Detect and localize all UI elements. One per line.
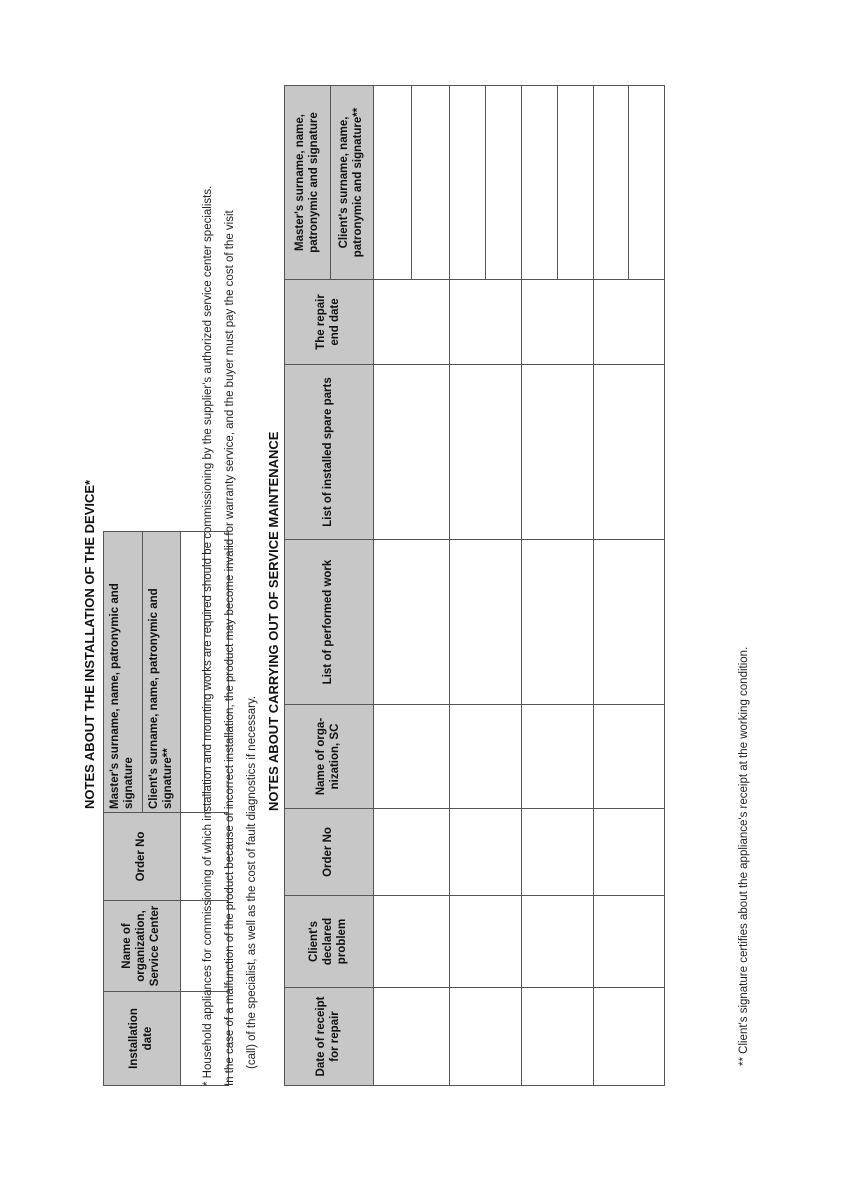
service-cell[interactable]	[374, 705, 450, 809]
install-note-line1: * Household appliances for commissioning of which installation and mounting works are required should be commissioning by the supplier's authorized service center specialists.	[202, 185, 214, 1086]
service-cell[interactable]	[450, 280, 522, 365]
installation-date-header: Installation date	[104, 992, 181, 1086]
service-cell[interactable]	[522, 540, 594, 705]
service-cell[interactable]	[374, 540, 450, 705]
service-cell[interactable]	[522, 809, 594, 896]
service-client-header: Client's surname, name, patronymic and signature**	[331, 86, 374, 280]
service-cell[interactable]	[450, 988, 522, 1086]
service-cell[interactable]	[522, 705, 594, 809]
service-cell[interactable]	[450, 705, 522, 809]
service-master-cell[interactable]	[594, 86, 629, 280]
service-cell[interactable]	[374, 365, 450, 540]
service-cell[interactable]	[594, 280, 665, 365]
service-cell[interactable]	[374, 280, 450, 365]
service-title: NOTES ABOUT CARRYING OUT OF SERVICE MAINTENANCE	[266, 431, 281, 811]
service-cell[interactable]	[594, 705, 665, 809]
service-cell[interactable]	[594, 896, 665, 988]
repair-end-header: The repair end date	[285, 280, 374, 365]
service-cell[interactable]	[594, 809, 665, 896]
service-master-cell[interactable]	[374, 86, 412, 280]
service-order-header: Order No	[285, 809, 374, 896]
service-organization-header: Name of orga-nization, SC	[285, 705, 374, 809]
service-table	[284, 85, 665, 1086]
footnote: ** Client's signature certifies about the appliance's receipt at the working condition.	[738, 646, 750, 1066]
performed-work-header: List of performed work	[285, 540, 374, 705]
service-master-header: Master's surname, name, patronymic and signature	[285, 86, 331, 280]
installation-order-header: Order No	[104, 813, 181, 901]
service-cell[interactable]	[522, 896, 594, 988]
installation-title: NOTES ABOUT THE INSTALLATION OF THE DEVICE*	[82, 479, 97, 809]
declared-problem-header: Client's declared problem	[285, 896, 374, 988]
service-client-cell[interactable]	[629, 86, 665, 280]
service-master-cell[interactable]	[450, 86, 486, 280]
installation-master-header: Master's surname, name, patronymic and signature	[104, 532, 143, 813]
service-cell[interactable]	[594, 540, 665, 705]
service-cell[interactable]	[374, 896, 450, 988]
spare-parts-header: List of installed spare parts	[285, 365, 374, 540]
service-cell[interactable]	[450, 365, 522, 540]
service-client-cell[interactable]	[558, 86, 594, 280]
installation-client-header: Client's surname, name, patronymic and signature**	[143, 532, 181, 813]
service-cell[interactable]	[374, 809, 450, 896]
service-cell[interactable]	[522, 988, 594, 1086]
install-note-line2: In the case of a malfunction of the product because of incorrect installation, the product may become invalid for warranty service, and the buyer must pay the cost of the visit	[224, 210, 236, 1086]
service-cell[interactable]	[450, 540, 522, 705]
install-note-line3: (call) of the specialist, as well as the cost of fault diagnostics if necessary.	[246, 695, 258, 1069]
service-cell[interactable]	[450, 896, 522, 988]
service-cell[interactable]	[522, 280, 594, 365]
service-client-cell[interactable]	[412, 86, 450, 280]
service-master-cell[interactable]	[522, 86, 558, 280]
service-cell[interactable]	[450, 809, 522, 896]
installation-master-cell[interactable]	[181, 532, 205, 813]
service-cell[interactable]	[594, 365, 665, 540]
service-cell[interactable]	[522, 365, 594, 540]
installation-organization-header: Name of organization, Service Center	[104, 901, 181, 992]
date-receipt-header: Date of receipt for repair	[285, 988, 374, 1086]
service-cell[interactable]	[374, 988, 450, 1086]
service-client-cell[interactable]	[486, 86, 522, 280]
service-cell[interactable]	[594, 988, 665, 1086]
